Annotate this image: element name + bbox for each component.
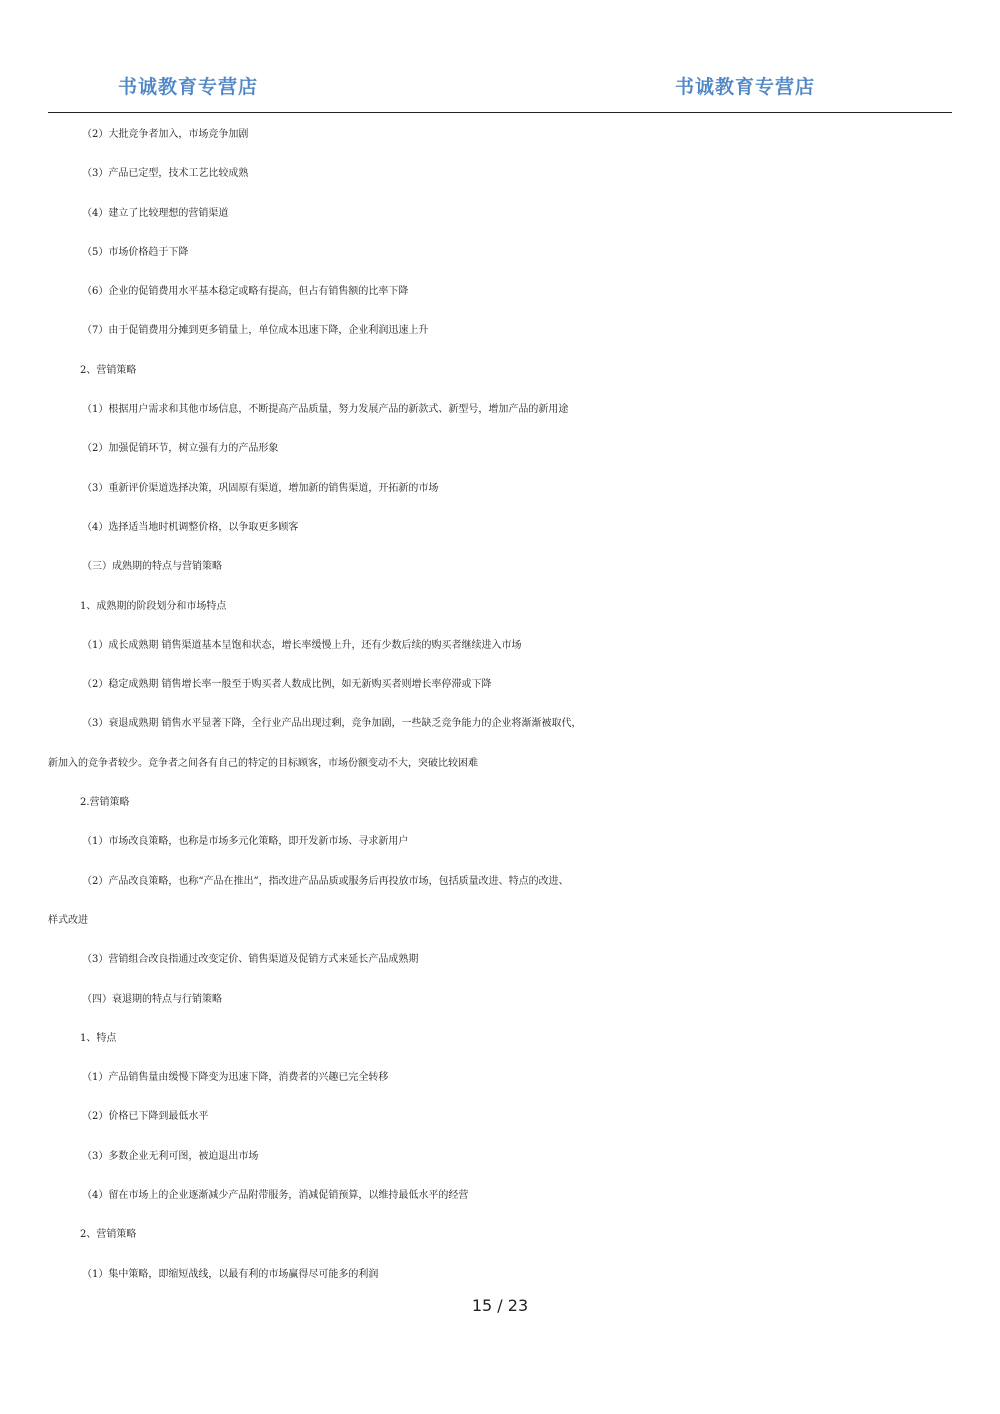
text-line: （5）市场价格趋于下降 [82, 246, 189, 258]
text-line: （1）根据用户需求和其他市场信息，不断提高产品质量，努力发展产品的新款式、新型号，增加产品的新用途 [82, 404, 569, 416]
header-divider [48, 112, 952, 113]
text-line: （3）衰退成熟期 销售水平显著下降，全行业产品出现过剩，竞争加剧，一些缺乏竞争能力的企业将渐渐被取代， [82, 718, 582, 730]
text-line: （7）由于促销费用分摊到更多销量上，单位成本迅速下降，企业利润迅速上升 [82, 325, 429, 337]
text-line: 2、营销策略 [80, 1229, 137, 1241]
text-line: （3）营销组合改良指通过改变定价、销售渠道及促销方式来延长产品成熟期 [82, 954, 419, 966]
header-shop-name-left: 书诚教育专营店 [118, 76, 259, 98]
document-body [48, 115, 958, 1294]
text-line: 2、营销策略 [80, 364, 137, 376]
text-line: 1、成熟期的阶段划分和市场特点 [80, 600, 227, 612]
text-line: （3）重新评价渠道选择决策，巩固原有渠道，增加新的销售渠道，开拓新的市场 [82, 482, 439, 494]
text-line: （2）加强促销环节，树立强有力的产品形象 [82, 443, 279, 455]
text-line: 1、特点 [80, 1032, 117, 1044]
text-line: 新加入的竞争者较少。竞争者之间各有自己的特定的目标顾客，市场份额变动不大，突破比较困难 [48, 757, 478, 769]
text-line: （2）稳定成熟期 销售增长率一般至于购买者人数成比例，如无新购买者则增长率停滞或下降 [82, 679, 492, 691]
text-line: 2.营销策略 [80, 797, 130, 809]
text-line: （6）企业的促销费用水平基本稳定或略有提高，但占有销售额的比率下降 [82, 286, 409, 298]
text-line: 样式改进 [48, 914, 88, 926]
header-shop-name-right: 书诚教育专营店 [675, 76, 816, 98]
text-line: （3）产品已定型，技术工艺比较成熟 [82, 168, 249, 180]
text-line: （4）留在市场上的企业逐渐减少产品附带服务，消减促销预算，以维持最低水平的经营 [82, 1190, 469, 1202]
text-line: （4）选择适当地时机调整价格，以争取更多顾客 [82, 521, 299, 533]
text-line: （三）成熟期的特点与营销策略 [82, 561, 222, 573]
text-line: （1）产品销售量由缓慢下降变为迅速下降，消费者的兴趣已完全转移 [82, 1072, 389, 1084]
text-line: （1）市场改良策略，也称是市场多元化策略，即开发新市场、寻求新用户 [82, 836, 409, 848]
text-line: （2）大批竞争者加入，市场竞争加剧 [82, 129, 249, 140]
text-line: （2）价格已下降到最低水平 [82, 1111, 209, 1123]
text-line: （四）衰退期的特点与行销策略 [82, 993, 222, 1005]
text-line: （1）集中策略，即缩短战线，以最有利的市场赢得尽可能多的利润 [82, 1268, 379, 1280]
page-number: 15 / 23 [471, 1296, 529, 1315]
text-line: （3）多数企业无利可图，被迫退出市场 [82, 1150, 259, 1162]
text-line: （4）建立了比较理想的营销渠道 [82, 207, 229, 219]
text-line: （1）成长成熟期 销售渠道基本呈饱和状态，增长率缓慢上升，还有少数后续的购买者继续进入市场 [82, 639, 522, 651]
text-line: （2）产品改良策略，也称“产品在推出”，指改进产品品质或服务后再投放市场，包括质量改进、特点的改进、 [82, 875, 569, 887]
